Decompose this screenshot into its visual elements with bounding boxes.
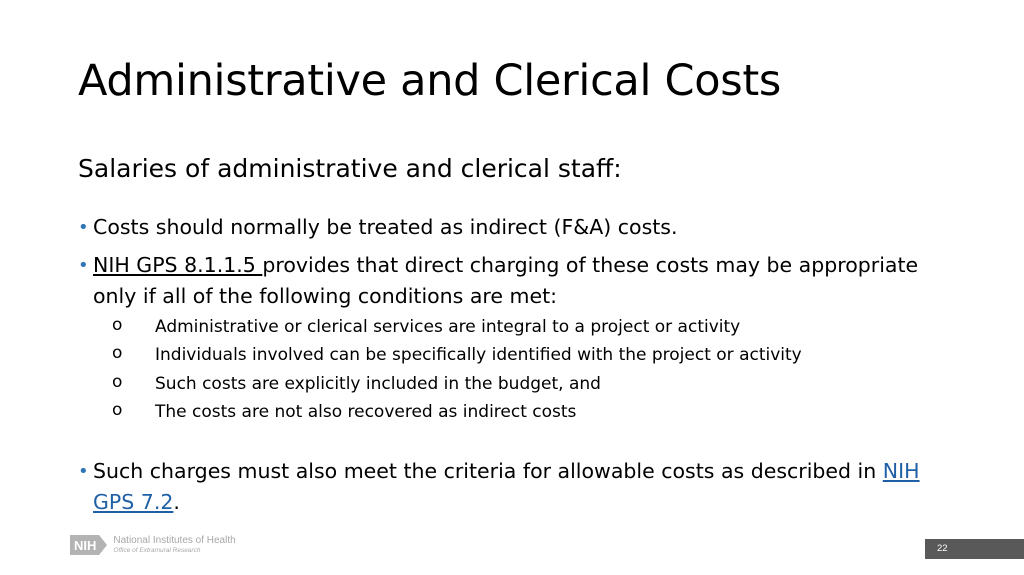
sub-bullet-marker: o	[112, 315, 123, 335]
bullet-marker: •	[78, 461, 89, 482]
org-name: National Institutes of Health	[113, 534, 236, 546]
condition-item	[112, 398, 802, 426]
bullet-item	[78, 250, 958, 312]
bullet-marker: •	[78, 217, 89, 238]
slide-subtitle: Salaries of administrative and clerical staff:	[78, 154, 622, 183]
conditions-list	[112, 313, 802, 426]
nih-logo	[70, 533, 236, 557]
bullet-text: Costs should normally be treated as indirect (F&A) costs.	[93, 215, 678, 239]
bullet-text	[78, 456, 958, 518]
nih-gps-7-2-link[interactable]: NIH GPS 7.2	[93, 459, 920, 514]
bullet-text-body: Such charges must also meet the criteria for allowable costs as described in	[93, 459, 883, 483]
condition-item	[112, 313, 802, 341]
bullet-suffix: .	[173, 490, 180, 514]
bullet-item	[78, 212, 958, 243]
sub-bullet-marker: o	[112, 343, 123, 364]
condition-text: Such costs are explicitly included in the budget, and	[155, 373, 601, 394]
sub-bullet-marker: o	[112, 371, 123, 392]
condition-item	[112, 370, 802, 398]
nih-logo-mark: NIH	[70, 535, 99, 555]
sub-bullet-marker: o	[112, 399, 123, 420]
condition-text: Individuals involved can be specifically identified with the project or activity	[155, 345, 802, 366]
org-office: Office of Extramural Research	[113, 546, 201, 554]
condition-text: Administrative or clerical services are integral to a project or activity	[155, 317, 741, 337]
bullet-text-body: provides that direct charging of these costs may be appropriate only if all of the following conditions are met:	[93, 253, 919, 308]
bullet-marker: •	[78, 255, 89, 276]
slide-title: Administrative and Clerical Costs	[78, 56, 781, 106]
condition-text: The costs are not also recovered as indirect costs	[155, 401, 577, 422]
nih-org-text	[113, 536, 235, 555]
condition-item	[112, 341, 802, 369]
bullet-text	[78, 250, 958, 312]
nih-gps-8-1-1-5-link[interactable]: NIH GPS 8.1.1.5	[93, 253, 263, 277]
page-number: 22	[925, 539, 1024, 559]
bullet-item	[78, 456, 958, 518]
